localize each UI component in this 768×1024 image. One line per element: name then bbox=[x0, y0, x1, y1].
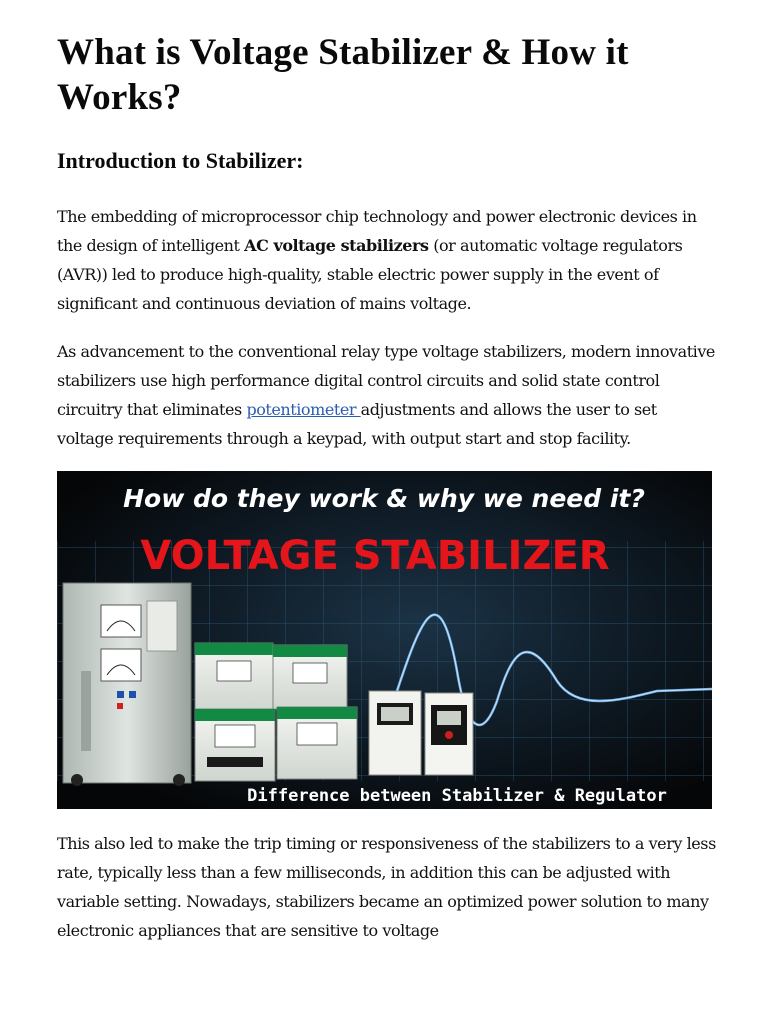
paragraph-intro-text: The embedding of microprocessor chip technology and power electronic devices in the design of intelligent bbox=[57, 207, 697, 255]
paragraph-trip-timing: This also led to make the trip timing or responsiveness of the stabilizers to a very less rate, typically less than a few milliseconds, in addition this can be adjusted with variable setting. Nowadays, stabilizers became an optimized power solution to many electronic appliances that are sensitive to voltage bbox=[57, 834, 716, 940]
banner-image bbox=[57, 471, 712, 809]
banner-question: How do they work & why we need it? bbox=[123, 484, 645, 513]
banner-footer: Difference between Stabilizer & Regulator bbox=[247, 786, 667, 806]
section-heading: Introduction to Stabilizer: bbox=[57, 148, 304, 173]
cabinet-stabilizer bbox=[63, 583, 191, 786]
article bbox=[57, 30, 717, 945]
paragraph-advancement-text: As advancement to the conventional relay type voltage stabilizers, modern innovative stabilizers use high performance digital control circuits and solid state control circuitry that eliminates bbox=[57, 342, 715, 419]
page-title: What is Voltage Stabilizer & How it Works? bbox=[57, 32, 629, 118]
paragraph-intro-rest: (or automatic voltage regulators (AVR)) led to produce high-quality, stable electric power supply in the event of significant and continuous deviation of mains voltage. bbox=[57, 236, 683, 313]
paragraph-advancement bbox=[57, 337, 717, 453]
potentiometer-link[interactable]: potentiometer bbox=[246, 400, 361, 419]
paragraph-intro bbox=[57, 202, 717, 318]
banner-headline: VOLTAGE STABILIZER bbox=[140, 533, 610, 579]
paragraph-advancement-rest: adjustments and allows the user to set voltage requirements through a keypad, with output start and stop facility. bbox=[57, 400, 657, 448]
bold-term: AC voltage stabilizers bbox=[244, 236, 429, 255]
